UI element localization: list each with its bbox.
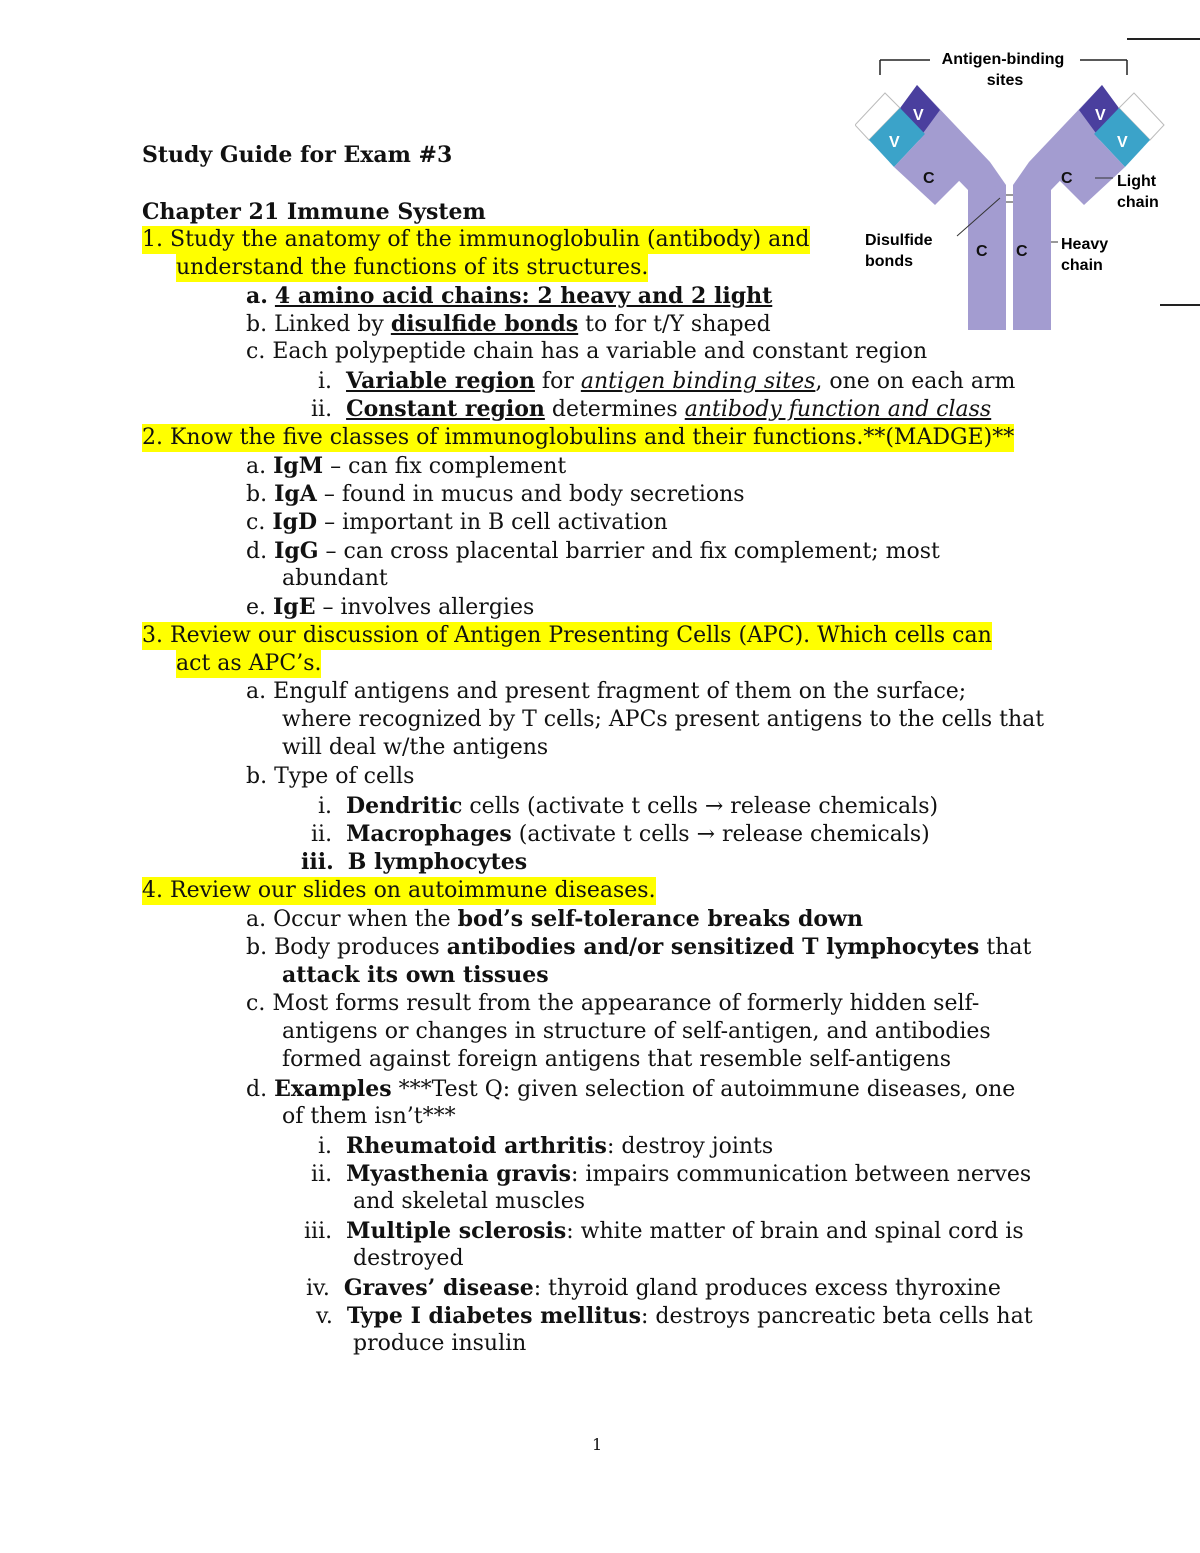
sites-label: sites	[986, 72, 1024, 89]
list-item: b. Linked by disulfide bonds to for t/Y shaped	[246, 311, 771, 337]
constant-label: C	[976, 243, 988, 260]
list-item: c. IgD – important in B cell activation	[246, 509, 668, 535]
list-item: c. Each polypeptide chain has a variable and constant region	[246, 339, 928, 364]
antigen-binding-label: Antigen-binding	[941, 51, 1065, 68]
heavy-chain-label: Heavy	[1061, 236, 1109, 253]
variable-label: V	[913, 107, 924, 124]
list-item: b. Type of cells	[246, 764, 415, 789]
list-item-continuation: where recognized by T cells; APCs present antigens to the cells that	[282, 707, 1045, 732]
question-4-line-1: 4. Review our slides on autoimmune diseases.	[142, 878, 656, 903]
light-chain-label-2: chain	[1117, 194, 1159, 211]
constant-label: C	[1016, 243, 1028, 260]
chapter-heading: Chapter 21 Immune System	[142, 199, 486, 225]
variable-label: V	[889, 134, 900, 151]
question-1-line-2: understand the functions of its structures.	[176, 255, 649, 280]
list-item: iii. B lymphocytes	[301, 849, 528, 875]
question-3-line-2: act as APC’s.	[176, 651, 322, 676]
list-item: iii. Multiple sclerosis: white matter of brain and spinal cord is	[304, 1218, 1024, 1244]
antibody-diagram	[855, 30, 1200, 330]
question-1-line-1: 1. Study the anatomy of the immunoglobulin (antibody) and	[142, 227, 810, 252]
list-item: b. IgA – found in mucus and body secretions	[246, 481, 745, 507]
variable-label: V	[1117, 134, 1128, 151]
list-item: ii. Myasthenia gravis: impairs communication between nerves	[311, 1161, 1032, 1187]
list-item-continuation: formed against foreign antigens that resemble self-antigens	[282, 1047, 952, 1072]
question-2-line-1: 2. Know the five classes of immunoglobulins and their functions.**(MADGE)**	[142, 425, 1015, 450]
list-item-continuation: attack its own tissues	[282, 962, 549, 988]
list-item: d. Examples ***Test Q: given selection of autoimmune diseases, one	[246, 1076, 1016, 1102]
list-item: a. IgM – can fix complement	[246, 453, 567, 479]
constant-label: C	[923, 170, 935, 187]
document-title: Study Guide for Exam #3	[142, 142, 453, 168]
list-item-continuation: of them isn’t***	[282, 1104, 456, 1129]
list-item: a. Engulf antigens and present fragment of them on the surface;	[246, 679, 967, 704]
page-number: 1	[592, 1435, 603, 1454]
light-chain-label: Light	[1117, 173, 1157, 190]
list-item-continuation: produce insulin	[353, 1331, 527, 1356]
list-item: a. 4 amino acid chains: 2 heavy and 2 light	[246, 283, 773, 309]
disulfide-label: Disulfide	[865, 232, 933, 249]
list-item-continuation: and skeletal muscles	[353, 1189, 586, 1214]
variable-label: V	[1095, 107, 1106, 124]
list-item-continuation: antigens or changes in structure of self-antigen, and antibodies	[282, 1019, 991, 1044]
list-item: a. Occur when the bod’s self-tolerance breaks down	[246, 906, 863, 932]
heavy-chain-label-2: chain	[1061, 257, 1103, 274]
list-item: i. Variable region for antigen binding sites, one on each arm	[318, 368, 1016, 394]
list-item: e. IgE – involves allergies	[246, 594, 535, 620]
list-item-continuation: destroyed	[353, 1246, 464, 1271]
list-item: d. IgG – can cross placental barrier and fix complement; most	[246, 538, 940, 564]
list-item-continuation: will deal w/the antigens	[282, 735, 549, 760]
list-item: i. Dendritic cells (activate t cells → release chemicals)	[318, 793, 939, 819]
bonds-label: bonds	[865, 253, 913, 270]
list-item: b. Body produces antibodies and/or sensitized T lymphocytes that	[246, 934, 1032, 960]
constant-label: C	[1061, 170, 1073, 187]
list-item: ii. Constant region determines antibody function and class	[311, 396, 992, 422]
question-3-line-1: 3. Review our discussion of Antigen Presenting Cells (APC). Which cells can	[142, 623, 992, 648]
list-item-continuation: abundant	[282, 566, 388, 591]
list-item: i. Rheumatoid arthritis: destroy joints	[318, 1133, 774, 1159]
list-item: ii. Macrophages (activate t cells → release chemicals)	[311, 821, 930, 847]
list-item: iv. Graves’ disease: thyroid gland produces excess thyroxine	[306, 1275, 1001, 1301]
list-item: v. Type I diabetes mellitus: destroys pancreatic beta cells hat	[316, 1303, 1033, 1329]
list-item: c. Most forms result from the appearance of formerly hidden self-	[246, 991, 980, 1016]
